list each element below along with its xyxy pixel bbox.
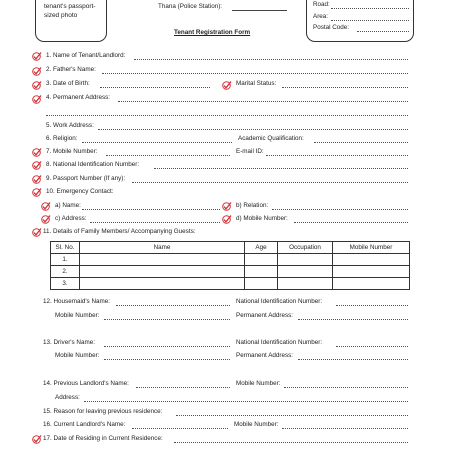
permanent-address-line-2[interactable] xyxy=(46,115,408,116)
current-landlord-mobile-label: Mobile Number: xyxy=(234,421,279,428)
table-cell[interactable] xyxy=(333,278,410,290)
thana-line[interactable] xyxy=(232,10,287,11)
postal-code-label: Postal Code: xyxy=(313,24,350,31)
housemaid-mobile-line[interactable] xyxy=(104,319,230,320)
marital-status-line[interactable] xyxy=(282,87,408,88)
table-row xyxy=(51,254,410,266)
family-details-label: 11. Details of Family Members/ Accompanying Guests: xyxy=(43,228,196,235)
marital-status-label: Marital Status: xyxy=(236,80,277,87)
driver-nid-label: National Identification Number: xyxy=(236,339,323,346)
table-row xyxy=(51,266,410,278)
current-landlord-line[interactable] xyxy=(132,428,228,429)
form-title: Tenant Registration Form xyxy=(174,29,251,36)
check-icon xyxy=(31,94,42,105)
address-box xyxy=(306,0,414,42)
check-icon xyxy=(221,201,232,212)
previous-landlord-address-label: Address: xyxy=(55,394,80,401)
housemaid-nid-label: National Identification Number: xyxy=(236,298,323,305)
previous-landlord-label: 14. Previous Landlord's Name: xyxy=(43,380,129,387)
family-members-table xyxy=(50,241,410,290)
check-icon xyxy=(31,147,42,158)
table-cell[interactable] xyxy=(80,266,245,278)
email-line[interactable] xyxy=(266,155,408,156)
row-number: 3. xyxy=(51,278,80,290)
emergency-name-line[interactable] xyxy=(82,209,220,210)
housemaid-name-label: 12. Housemaid's Name: xyxy=(43,298,110,305)
table-header-row xyxy=(51,242,410,254)
area-line[interactable] xyxy=(331,20,409,21)
previous-landlord-address-line[interactable] xyxy=(84,401,408,402)
passport-number-line[interactable] xyxy=(132,182,408,183)
table-cell[interactable] xyxy=(333,266,410,278)
table-cell[interactable] xyxy=(245,254,278,266)
area-label: Area: xyxy=(313,13,329,20)
housemaid-permanent-label: Permanent Address: xyxy=(236,312,294,319)
mobile-number-line[interactable] xyxy=(106,155,230,156)
check-icon xyxy=(40,214,51,225)
emergency-mobile-label: d) Mobile Number: xyxy=(236,215,288,222)
driver-nid-line[interactable] xyxy=(336,346,408,347)
tenant-name-label: 1. Name of Tenant/Landlord: xyxy=(46,52,126,59)
road-line[interactable] xyxy=(331,8,409,9)
table-cell[interactable] xyxy=(80,254,245,266)
date-residing-line[interactable] xyxy=(174,442,408,443)
housemaid-mobile-label: Mobile Number: xyxy=(55,312,100,319)
table-cell[interactable] xyxy=(80,278,245,290)
check-icon xyxy=(31,227,42,238)
emergency-relation-line[interactable] xyxy=(272,209,408,210)
emergency-address-label: c) Address: xyxy=(55,215,87,222)
passport-number-label: 9. Passport Number (If any): xyxy=(46,175,126,182)
date-residing-label: 17. Date of Residing in Current Residence: xyxy=(43,435,163,442)
fathers-name-label: 2. Father's Name: xyxy=(46,66,96,73)
previous-landlord-mobile-label: Mobile Number: xyxy=(236,380,281,387)
housemaid-permanent-line[interactable] xyxy=(298,319,408,320)
nid-label: 8. National Identification Number: xyxy=(46,161,140,168)
table-header-name: Name xyxy=(80,242,245,254)
table-cell[interactable] xyxy=(245,278,278,290)
previous-landlord-line[interactable] xyxy=(136,387,230,388)
academic-qualification-line[interactable] xyxy=(314,142,408,143)
fathers-name-line[interactable] xyxy=(102,73,408,74)
check-icon xyxy=(31,434,42,445)
check-icon xyxy=(40,201,51,212)
check-icon xyxy=(31,160,42,171)
dob-label: 3. Date of Birth: xyxy=(46,80,90,87)
driver-mobile-label: Mobile Number: xyxy=(55,352,100,359)
emergency-address-line[interactable] xyxy=(90,222,220,223)
driver-name-label: 13. Driver's Name: xyxy=(43,339,95,346)
table-header-age: Age xyxy=(245,242,278,254)
previous-landlord-mobile-line[interactable] xyxy=(284,387,408,388)
work-address-line[interactable] xyxy=(98,129,408,130)
driver-mobile-line[interactable] xyxy=(104,359,230,360)
driver-permanent-label: Permanent Address: xyxy=(236,352,294,359)
emergency-name-label: a) Name: xyxy=(55,202,81,209)
table-cell[interactable] xyxy=(333,254,410,266)
check-icon xyxy=(31,187,42,198)
row-number: 1. xyxy=(51,254,80,266)
postal-code-line[interactable] xyxy=(357,31,409,32)
emergency-mobile-line[interactable] xyxy=(294,222,408,223)
academic-qualification-label: Academic Qualification: xyxy=(238,135,304,142)
check-icon xyxy=(221,214,232,225)
road-label: Road: xyxy=(313,1,330,8)
housemaid-name-line[interactable] xyxy=(116,305,230,306)
table-cell[interactable] xyxy=(278,278,333,290)
row-number: 2. xyxy=(51,266,80,278)
religion-label: 6. Religion: xyxy=(46,135,78,142)
check-icon xyxy=(31,174,42,185)
table-header-sl: Sl. No. xyxy=(51,242,80,254)
photo-box-text: tenant's passport-sized photo xyxy=(44,3,96,19)
reason-leaving-line[interactable] xyxy=(176,415,408,416)
emergency-relation-label: b) Relation: xyxy=(236,202,269,209)
nid-line[interactable] xyxy=(154,168,408,169)
driver-permanent-line[interactable] xyxy=(298,359,408,360)
current-landlord-mobile-line[interactable] xyxy=(282,428,408,429)
check-icon xyxy=(221,80,232,91)
housemaid-nid-line[interactable] xyxy=(336,305,408,306)
mobile-number-label: 7. Mobile Number: xyxy=(46,148,98,155)
check-icon xyxy=(31,66,42,77)
photo-box xyxy=(35,0,107,42)
work-address-label: 5. Work Address: xyxy=(46,122,94,129)
permanent-address-line[interactable] xyxy=(118,101,408,102)
permanent-address-label: 4. Permanent Address: xyxy=(46,94,111,101)
thana-label: Thana (Police Station): xyxy=(158,3,223,10)
current-landlord-label: 16. Current Landlord's Name: xyxy=(43,421,126,428)
table-row xyxy=(51,278,410,290)
religion-line[interactable] xyxy=(82,142,232,143)
table-header-occupation: Occupation xyxy=(278,242,333,254)
tenant-name-line[interactable] xyxy=(134,59,408,60)
table-cell[interactable] xyxy=(245,266,278,278)
reason-leaving-label: 15. Reason for leaving previous residence: xyxy=(43,408,163,415)
emergency-contact-label: 10. Emergency Contact: xyxy=(46,188,114,195)
table-cell[interactable] xyxy=(278,266,333,278)
table-cell[interactable] xyxy=(278,254,333,266)
email-label: E-mail ID: xyxy=(236,148,264,155)
check-icon xyxy=(31,80,42,91)
table-header-mobile: Mobile Number xyxy=(333,242,410,254)
driver-name-line[interactable] xyxy=(104,346,230,347)
check-icon xyxy=(31,51,42,62)
dob-line[interactable] xyxy=(100,87,210,88)
